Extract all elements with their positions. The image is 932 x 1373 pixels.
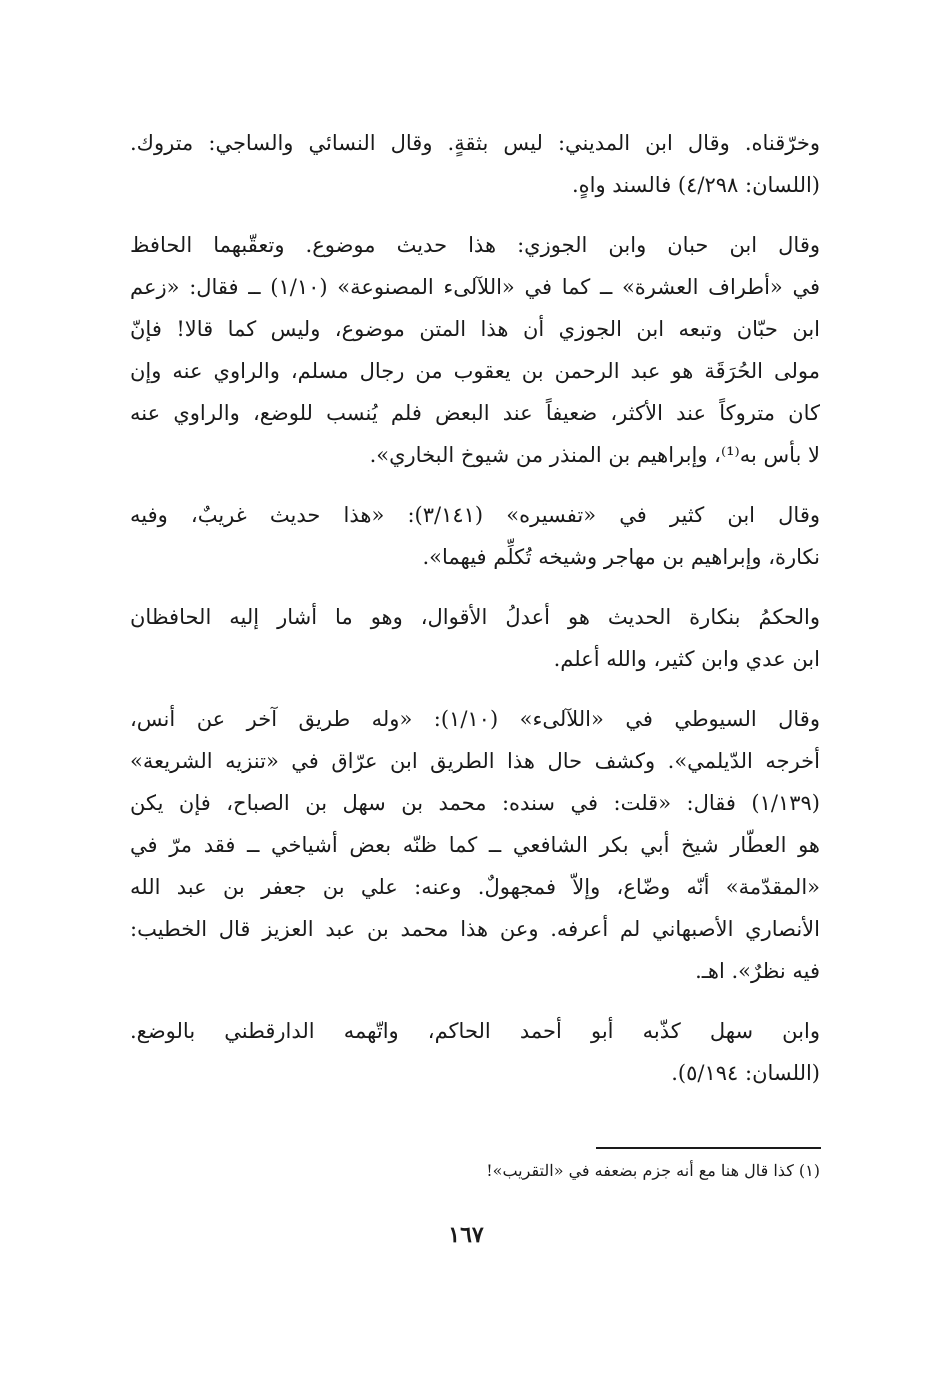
text-line: (اللسان: ٥/١٩٤). bbox=[671, 1061, 820, 1085]
text-line: (اللسان: ٤/٢٩٨) فالسند واهٍ. bbox=[571, 173, 820, 197]
text-line: لا بأس به⁽¹⁾، وإبراهيم بن المنذر من شيوخ البخاري». bbox=[369, 443, 820, 467]
text-line: «المقدّمة» أنّه وضّاع، وإلاّ فمجهولٌ. وعنه: علي بن جعفر بن عبد الله bbox=[130, 875, 820, 899]
text-line: وقال ابن حبان وابن الجوزي: هذا حديث موضوع. وتعقّبهما الحافظ bbox=[130, 233, 820, 257]
text-line: وابن سهل كذّبه أبو أحمد الحاكم، واتّهمه الدارقطني بالوضع. bbox=[130, 1019, 820, 1043]
paragraph-6 bbox=[130, 1010, 820, 1094]
text-line: وخرّقناه. وقال ابن المديني: ليس بثقةٍ. وقال النسائي والساجي: متروك. bbox=[130, 131, 820, 155]
paragraph-3 bbox=[130, 494, 820, 578]
page-body bbox=[130, 122, 820, 1112]
footnote: (١) كذا قال هنا مع أنه جزم بضعفه في «التقريب»! bbox=[486, 1161, 820, 1180]
text-line: نكارة، وإبراهيم بن مهاجر وشيخه تُكلِّم فيهما». bbox=[422, 545, 820, 569]
paragraph-2 bbox=[130, 224, 820, 476]
text-line: كان متروكاً عند الأكثر، ضعيفاً عند البعض فلم يُنسب للوضع، والراوي عنه bbox=[130, 401, 820, 425]
text-line: في «أطراف العشرة» ــ كما في «اللآلىء المصنوعة» (١/١٠) ــ فقال: «زعم bbox=[130, 275, 821, 299]
text-line: وقال السيوطي في «اللآلىء» (١/١٠): «وله طريق آخر عن أنس، bbox=[130, 707, 820, 731]
paragraph-4 bbox=[130, 596, 820, 680]
text-line: ابن عدي وابن كثير، والله أعلم. bbox=[553, 647, 820, 671]
text-line: مولى الحُرَقَة هو عبد الرحمن بن يعقوب من رجال مسلم، والراوي عنه وإن bbox=[130, 359, 820, 383]
paragraph-1 bbox=[130, 122, 820, 206]
page-number: ١٦٧ bbox=[448, 1222, 484, 1248]
text-line: هو العطّار شيخ أبي بكر الشافعي ــ كما ظنّه بعض أشياخي ــ فقد مرّ في bbox=[130, 833, 820, 857]
text-line: فيه نظرٌ». اهـ. bbox=[695, 959, 820, 983]
text-line: وقال ابن كثير في «تفسيره» (٣/١٤١): «هذا حديث غريبٌ، وفيه bbox=[130, 503, 820, 527]
text-line: الأنصاري الأصبهاني لم أعرفه. وعن هذا محمد بن عبد العزيز قال الخطيب: bbox=[130, 917, 820, 941]
text-line: أخرجه الدّيلمي». وكشف حال هذا الطريق ابن عرّاق في «تنزيه الشريعة» bbox=[130, 749, 820, 773]
paragraph-5 bbox=[130, 698, 820, 992]
text-line: ابن حبّان وتبعه ابن الجوزي أن هذا المتن موضوع، وليس كما قالا! فإنّ bbox=[130, 317, 820, 341]
text-line: والحكمُ بنكارة الحديث هو أعدلُ الأقوال، وهو ما أشار إليه الحافظان bbox=[130, 605, 820, 629]
text-line: (١/١٣٩) فقال: «قلت: في سنده: محمد بن سهل بن الصباح، فإن يكن bbox=[130, 791, 820, 815]
footnote-divider bbox=[596, 1147, 821, 1149]
